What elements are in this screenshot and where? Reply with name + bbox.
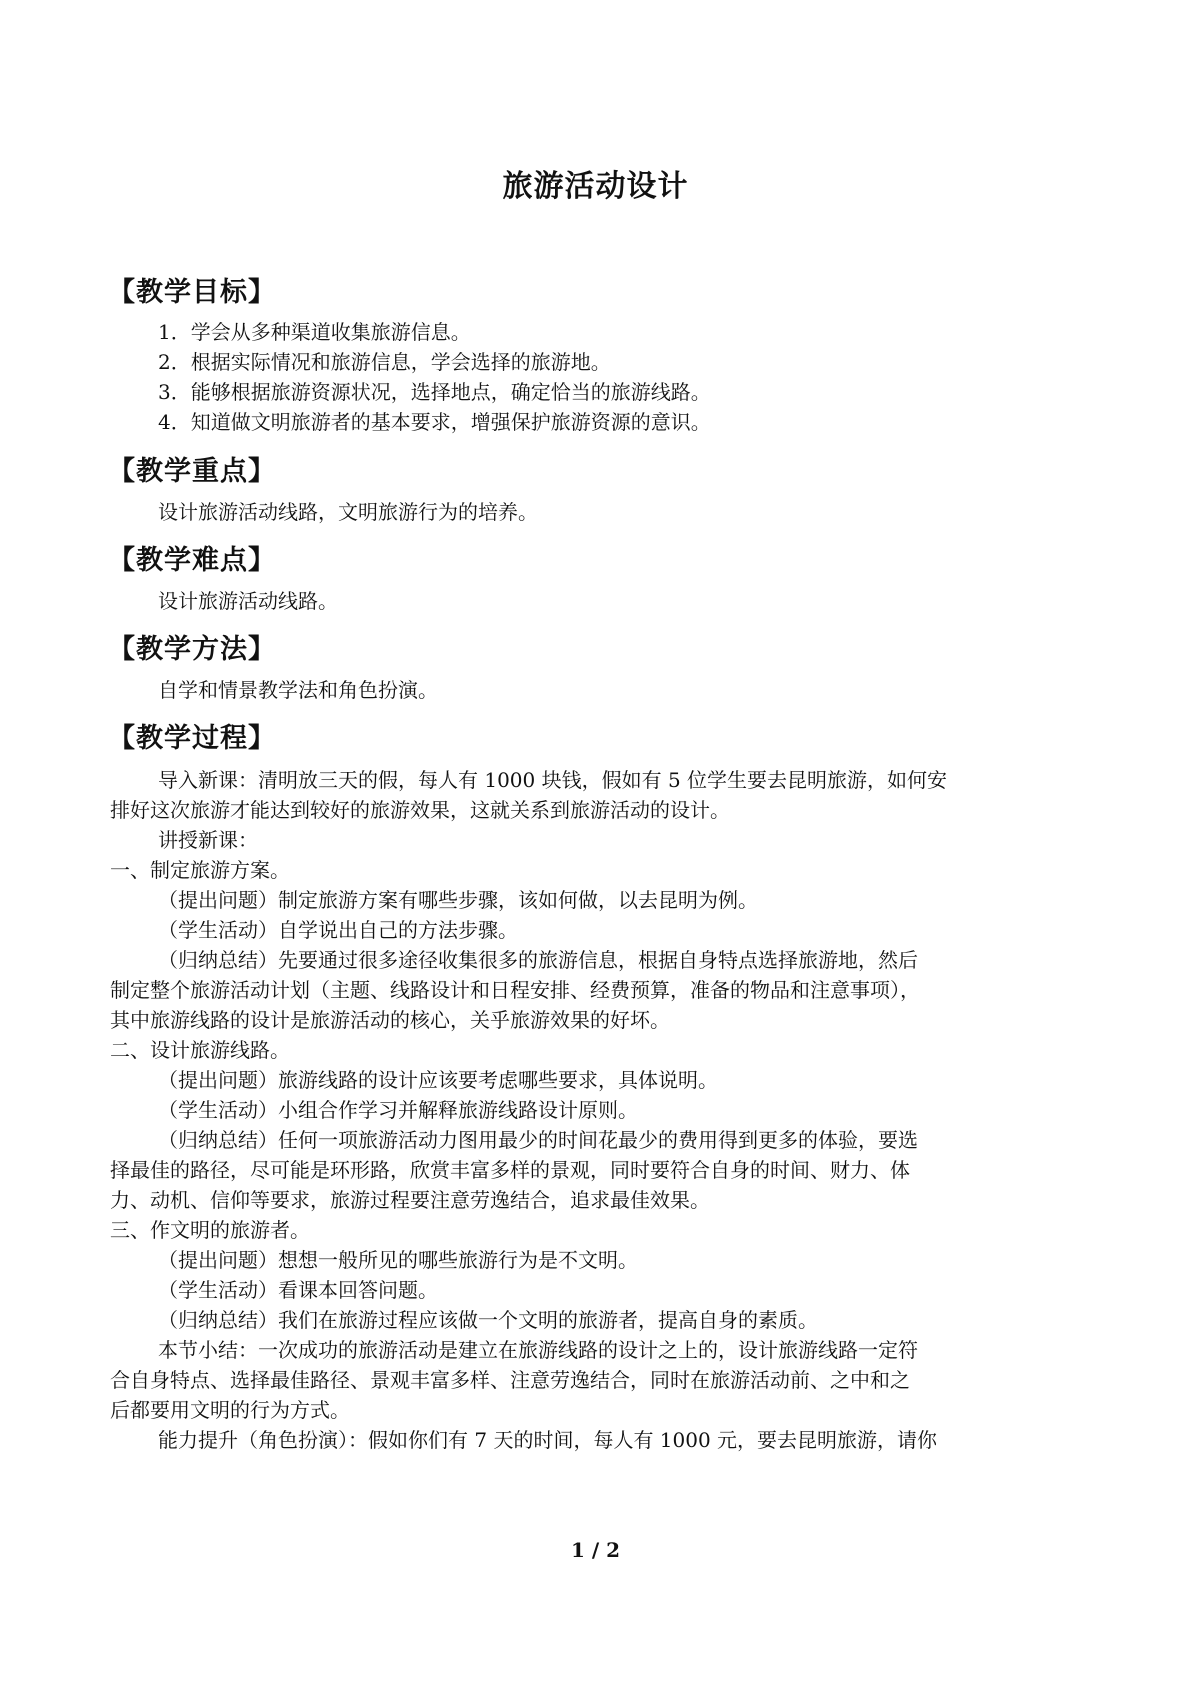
objective-item: 3．能够根据旅游资源状况，选择地点，确定恰当的旅游线路。 — [158, 380, 711, 404]
process-line: 能力提升（角色扮演）：假如你们有 7 天的时间，每人有 1000 元，要去昆明旅游，请你 — [158, 1428, 938, 1452]
objective-item: 4．知道做文明旅游者的基本要求，增强保护旅游资源的意识。 — [158, 410, 711, 434]
process-line: （提出问题）旅游线路的设计应该要考虑哪些要求，具体说明。 — [158, 1068, 718, 1092]
key-points-text: 设计旅游活动线路，文明旅游行为的培养。 — [158, 500, 538, 524]
process-line: 三、作文明的旅游者。 — [110, 1218, 310, 1242]
section-heading-methods: 【教学方法】 — [108, 634, 276, 665]
process-line: （学生活动）小组合作学习并解释旅游线路设计原则。 — [158, 1098, 638, 1122]
process-line: 力、动机、信仰等要求，旅游过程要注意劳逸结合，追求最佳效果。 — [110, 1188, 710, 1212]
process-line: 其中旅游线路的设计是旅游活动的核心，关乎旅游效果的好坏。 — [110, 1008, 670, 1032]
process-line: 本节小结：一次成功的旅游活动是建立在旅游线路的设计之上的，设计旅游线路一定符 — [158, 1338, 918, 1362]
process-line: （学生活动）自学说出自己的方法步骤。 — [158, 918, 518, 942]
process-line: （归纳总结）任何一项旅游活动力图用最少的时间花最少的费用得到更多的体验，要选 — [158, 1128, 918, 1152]
process-line: （归纳总结）先要通过很多途径收集很多的旅游信息，根据自身特点选择旅游地，然后 — [158, 948, 918, 972]
process-line: 排好这次旅游才能达到较好的旅游效果，这就关系到旅游活动的设计。 — [110, 798, 730, 822]
process-line: 导入新课：清明放三天的假，每人有 1000 块钱，假如有 5 位学生要去昆明旅游，如何安 — [158, 768, 948, 792]
process-line: （提出问题）制定旅游方案有哪些步骤，该如何做，以去昆明为例。 — [158, 888, 758, 912]
process-line: 后都要用文明的行为方式。 — [110, 1398, 350, 1422]
process-line: 二、设计旅游线路。 — [110, 1038, 290, 1062]
section-heading-key-points: 【教学重点】 — [108, 456, 276, 487]
section-heading-difficulties: 【教学难点】 — [108, 545, 276, 576]
process-line: 讲授新课： — [158, 828, 258, 852]
objective-item: 2．根据实际情况和旅游信息，学会选择的旅游地。 — [158, 350, 611, 374]
objective-item: 1．学会从多种渠道收集旅游信息。 — [158, 320, 471, 344]
process-line: 制定整个旅游活动计划（主题、线路设计和日程安排、经费预算，准备的物品和注意事项）， — [110, 978, 920, 1002]
process-line: （学生活动）看课本回答问题。 — [158, 1278, 438, 1302]
section-heading-objectives: 【教学目标】 — [108, 277, 276, 308]
process-line: （归纳总结）我们在旅游过程应该做一个文明的旅游者，提高自身的素质。 — [158, 1308, 818, 1332]
process-line: 合自身特点、选择最佳路径、景观丰富多样、注意劳逸结合，同时在旅游活动前、之中和之 — [110, 1368, 910, 1392]
process-line: 择最佳的路径，尽可能是环形路，欣赏丰富多样的景观，同时要符合自身的时间、财力、体 — [110, 1158, 910, 1182]
section-heading-process: 【教学过程】 — [108, 723, 276, 754]
page-number: 1 / 2 — [570, 1538, 621, 1562]
process-line: （提出问题）想想一般所见的哪些旅游行为是不文明。 — [158, 1248, 638, 1272]
methods-text: 自学和情景教学法和角色扮演。 — [158, 678, 438, 702]
page-title: 旅游活动设计 — [502, 169, 689, 204]
process-line: 一、制定旅游方案。 — [110, 858, 290, 882]
difficulties-text: 设计旅游活动线路。 — [158, 589, 338, 613]
